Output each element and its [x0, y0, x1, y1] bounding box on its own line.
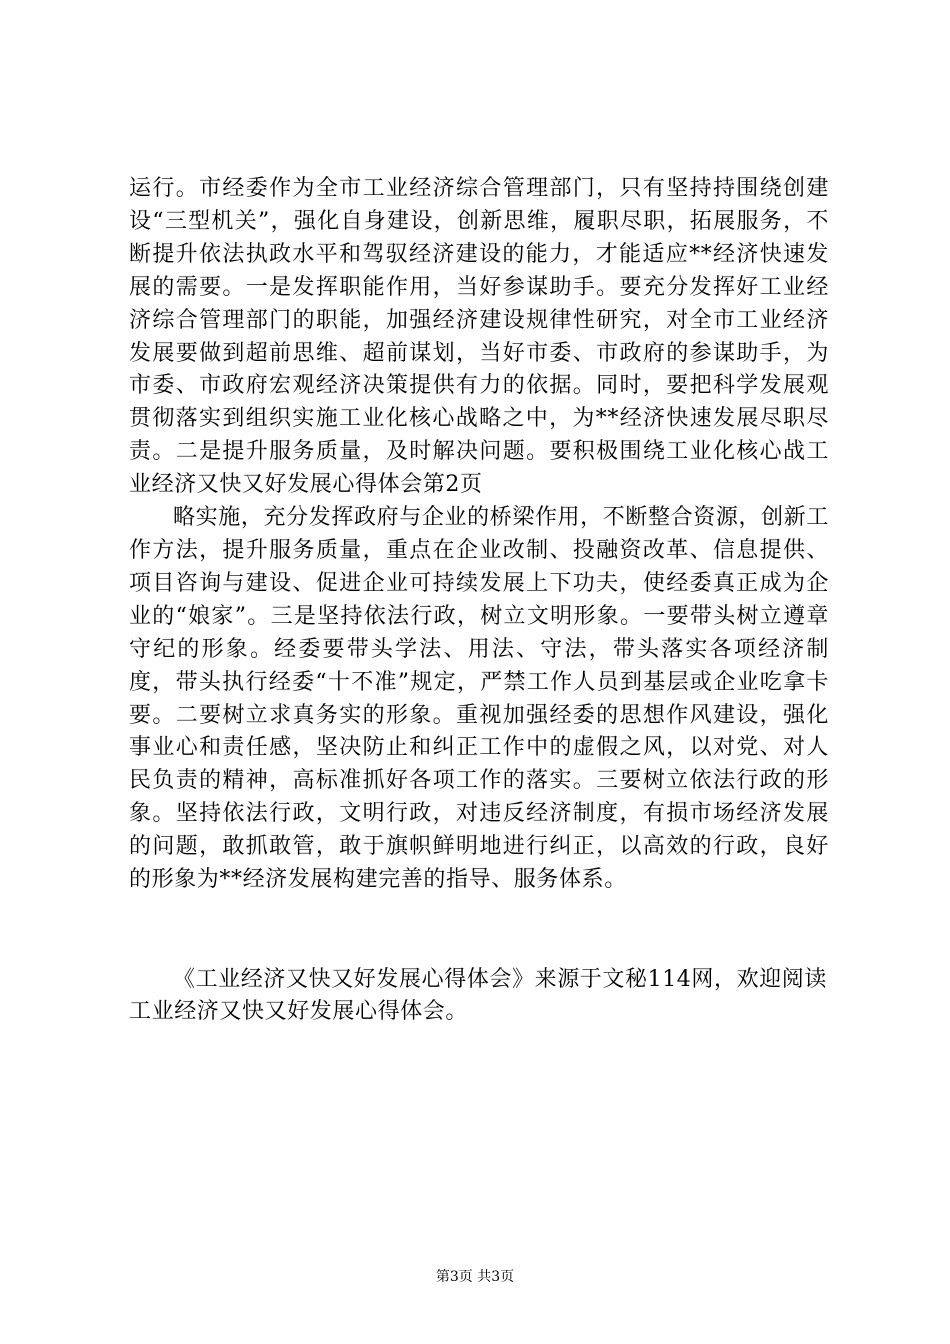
source-note-text: 《工业经济又快又好发展心得体会》来源于文秘114网，欢迎阅读工业经济又快又好发展心得体会。 [129, 967, 827, 1024]
source-note [129, 964, 829, 1028]
page-footer [0, 1267, 950, 1287]
page-number-label: 第3页 共3页 [435, 1269, 515, 1285]
document-body [129, 173, 829, 897]
body-paragraph-2: 略实施，充分发挥政府与企业的桥梁作用，不断整合资源，创新工作方法，提升服务质量，重点在企业改制、投融资改革、信息提供、项目咨询与建设、促进企业可持续发展上下功夫，使经委真正成为企业的“娘家”。三是坚持依法行政，树立文明形象。一要带头树立遵章守纪的形象。经委要带头学法、用法、守法，带头落实各项经济制度，带头执行经委“十不准”规定，严禁工作人员到基层或企业吃拿卡要。二要树立求真务实的形象。重视加强经委的思想作风建设，强化事业心和责任感，坚决防止和纠正工作中的虚假之风，以对党、对人民负责的精神，高标准抓好各项工作的落实。三要树立依法行政的形象。坚持依法行政，文明行政，对违反经济制度，有损市场经济发展的问题，敢抓敢管，敢于旗帜鲜明地进行纠正，以高效的行政，良好的形象为**经济发展构建完善的指导、服务体系。 [129, 505, 829, 893]
body-paragraph-1: 运行。市经委作为全市工业经济综合管理部门，只有坚持持围绕创建设“三型机关”，强化自身建设，创新思维，履职尽职，拓展服务，不断提升依法执政水平和驾驭经济建设的能力，才能适应**经济快速发展的需要。一是发挥职能作用，当好参谋助手。要充分发挥好工业经济综合管理部门的职能，加强经济建设规律性研究，对全市工业经济发展要做到超前思维、超前谋划，当好市委、市政府的参谋助手，为市委、市政府宏观经济决策提供有力的依据。同时，要把科学发展观贯彻落实到组织实施工业化核心战略之中，为**经济快速发展尽职尽责。二是提升服务质量，及时解决问题。要积极围绕工业化核心战工业经济又快又好发展心得体会第2页 [129, 176, 829, 498]
